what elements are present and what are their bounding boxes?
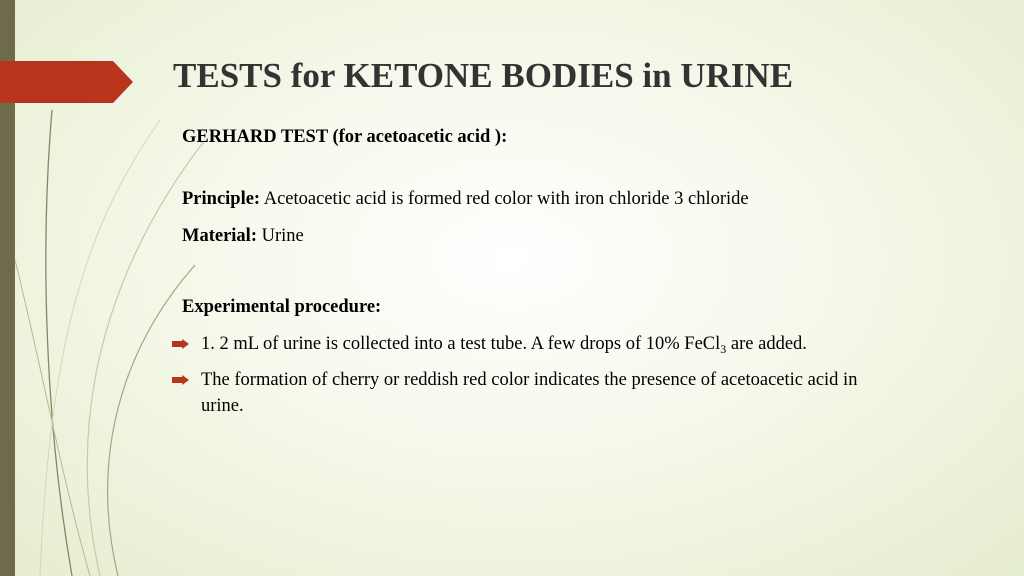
step-1-text: 1. 2 mL of urine is collected into a test tube. A few drops of 10% FeCl — [201, 334, 721, 354]
test-heading: GERHARD TEST (for acetoacetic acid ): — [182, 127, 508, 147]
principle-text: Acetoacetic acid is formed red color with iron chloride 3 chloride — [263, 189, 749, 209]
procedure-step-2-line-2: urine. — [201, 396, 244, 416]
material-line — [182, 226, 304, 247]
step-1-text-end: are added. — [726, 334, 807, 354]
principle-line — [182, 189, 749, 210]
material-text: Urine — [261, 226, 304, 246]
title-arrow-shape — [0, 61, 133, 103]
slide-title: TESTS for KETONE BODIES in URINE — [173, 56, 794, 95]
material-label: Material: — [182, 226, 257, 246]
step-1-subscript: 3 — [720, 342, 727, 356]
procedure-step-1 — [201, 334, 807, 355]
procedure-heading: Experimental procedure: — [182, 297, 382, 317]
procedure-step-2-line-1: The formation of cherry or reddish red color indicates the presence of acetoacetic acid in — [201, 370, 858, 390]
principle-label: Principle: — [182, 189, 261, 209]
